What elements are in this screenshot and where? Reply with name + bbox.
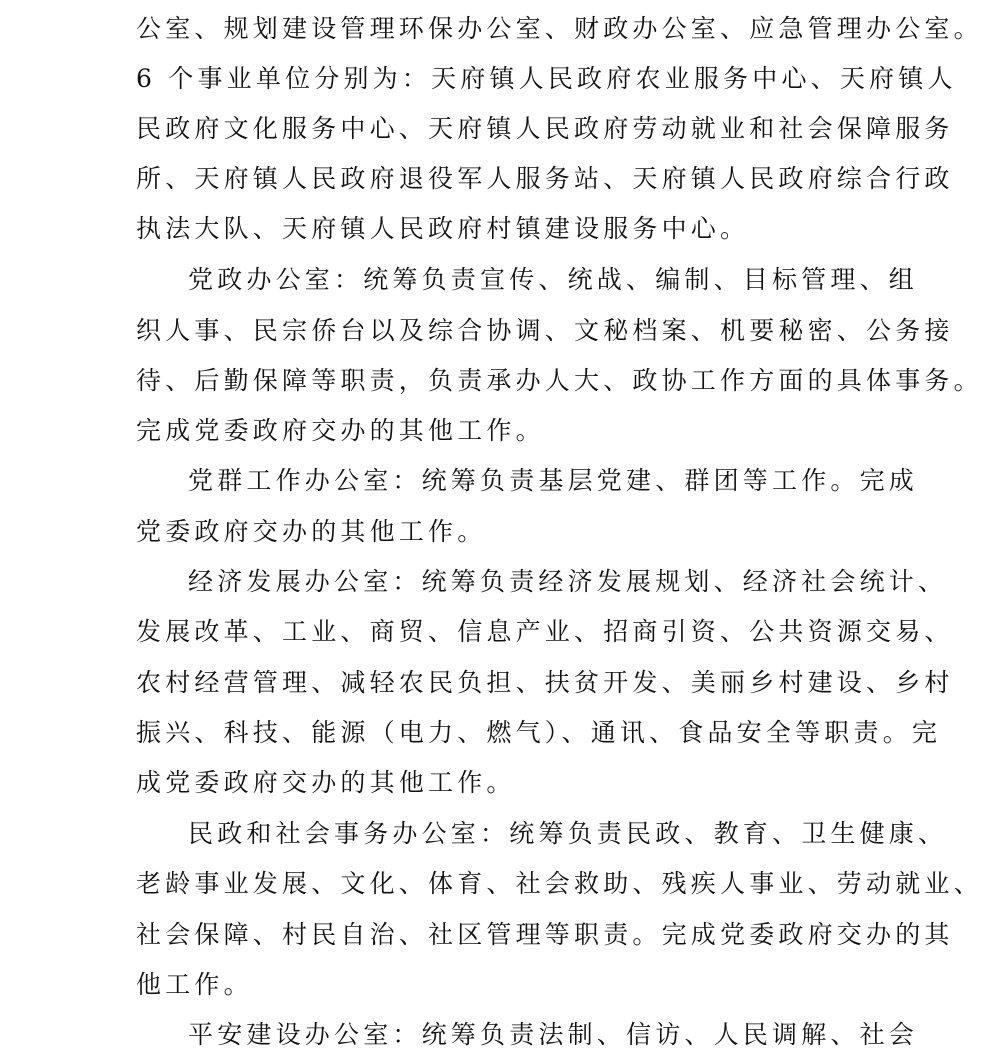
text-line: 待、后勤保障等职责，负责承办人大、政协工作方面的具体事务。 — [136, 366, 983, 395]
text-line: 党委政府交办的其他工作。 — [136, 517, 487, 546]
text-line: 织人事、民宗侨台以及综合协调、文秘档案、机要秘密、公务接 — [136, 316, 954, 345]
text-line: 农村经营管理、减轻农民负担、扶贫开发、美丽乡村建设、乡村 — [136, 668, 954, 697]
text-line: 执法大队、天府镇人民政府村镇建设服务中心。 — [136, 214, 750, 243]
paragraph-first-line: 平安建设办公室：统筹负责法制、信访、人民调解、社会 — [188, 1020, 919, 1049]
text-line: 他工作。 — [136, 970, 253, 999]
text-line: 公室、规划建设管理环保办公室、财政办公室、应急管理办公室。 — [136, 14, 983, 43]
paragraph-first-line: 民政和社会事务办公室：统筹负责民政、教育、卫生健康、 — [188, 819, 948, 848]
text-line: 老龄事业发展、文化、体育、社会救助、残疾人事业、劳动就业、 — [136, 869, 983, 898]
text-line: 发展改革、工业、商贸、信息产业、招商引资、公共资源交易、 — [136, 617, 954, 646]
text-line: 振兴、科技、能源（电力、燃气）、通讯、食品安全等职责。完 — [136, 718, 942, 747]
text-line: 完成党委政府交办的其他工作。 — [136, 416, 545, 445]
text-line: 成党委政府交办的其他工作。 — [136, 768, 516, 797]
text-line: 民政府文化服务中心、天府镇人民政府劳动就业和社会保障服务 — [136, 114, 954, 143]
text-line: 所、天府镇人民政府退役军人服务站、天府镇人民政府综合行政 — [136, 164, 954, 193]
paragraph-first-line: 党政办公室：统筹负责宣传、统战、编制、目标管理、组 — [188, 265, 919, 294]
text-line: 6 个事业单位分别为：天府镇人民政府农业服务中心、天府镇人 — [136, 64, 957, 93]
paragraph-first-line: 经济发展办公室：统筹负责经济发展规划、经济社会统计、 — [188, 567, 948, 596]
text-line: 社会保障、村民自治、社区管理等职责。完成党委政府交办的其 — [136, 920, 954, 949]
paragraph-first-line: 党群工作办公室：统筹负责基层党建、群团等工作。完成 — [188, 466, 919, 495]
